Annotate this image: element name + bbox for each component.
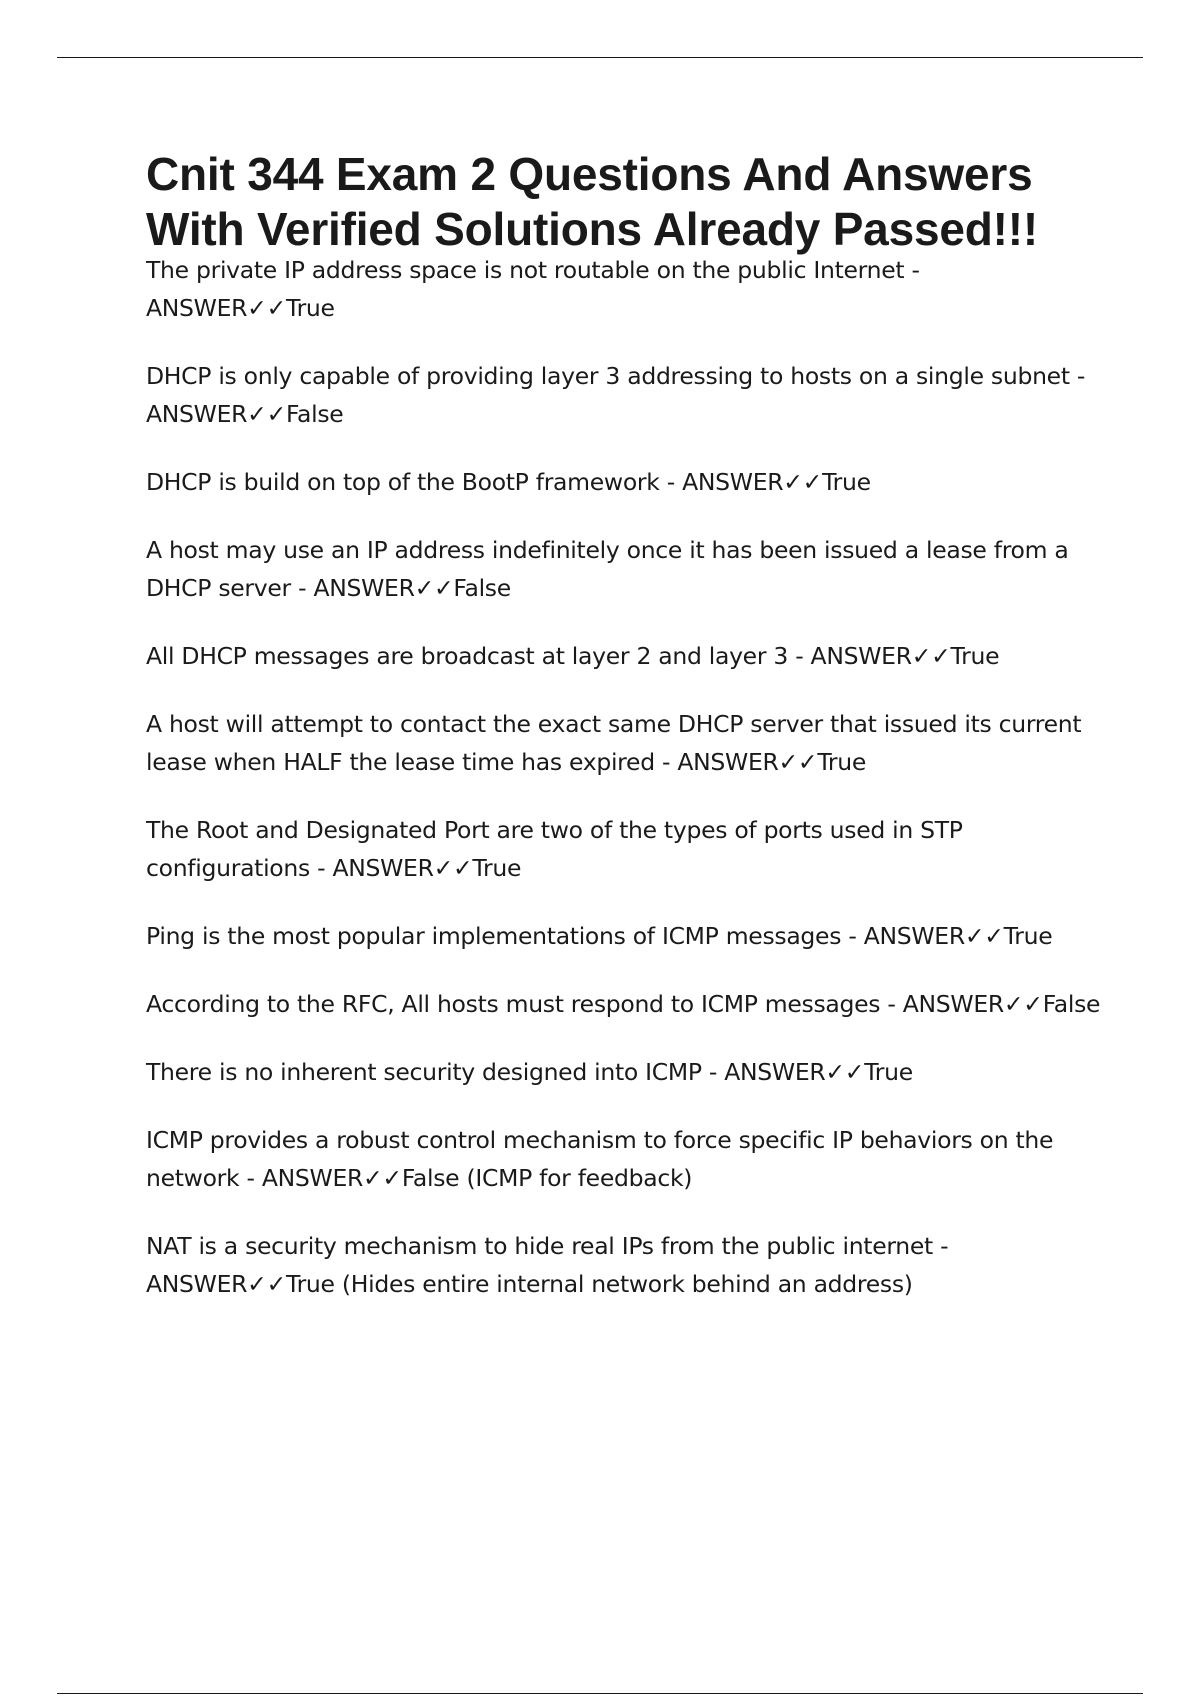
qa-item [146,1227,1106,1303]
question-text: Ping is the most popular implementations of ICMP messages - [146,922,857,950]
answer-text: False [453,574,511,602]
qa-item [146,811,1106,887]
question-text: DHCP is build on top of the BootP framework - [146,468,675,496]
answer-text: True [864,1058,913,1086]
answer-text: False (ICMP for feedback) [401,1164,693,1192]
qa-item [146,463,1106,501]
question-text: DHCP is only capable of providing layer 3 addressing to hosts on a single subnet - [146,362,1086,390]
qa-item [146,985,1106,1023]
question-text: The private IP address space is not routable on the public Internet - [146,256,920,284]
answer-marker: ANSWER✓✓ [261,1164,402,1192]
answer-marker: ANSWER✓✓ [677,748,818,776]
answer-text: True [817,748,867,776]
question-text: All DHCP messages are broadcast at layer 2 and layer 3 - [146,642,804,670]
qa-item [146,531,1106,607]
qa-item [146,1121,1106,1197]
answer-text: False [285,400,344,428]
question-text: There is no inherent security designed into ICMP - [146,1058,718,1086]
answer-marker: ANSWER✓✓ [863,922,1004,950]
question-text: According to the RFC, All hosts must respond to ICMP messages - [146,990,896,1018]
answer-marker: ANSWER✓✓ [724,1058,865,1086]
answer-text: True [472,854,522,882]
qa-list [146,251,1106,1303]
document-body [146,147,1106,1333]
qa-item [146,637,1106,675]
answer-marker: ANSWER✓✓ [146,400,286,428]
question-text: The Root and Designated Port are two of the types of ports used in STP configurations - [146,816,963,882]
answer-text: True [950,642,1000,670]
footer-rule [57,1693,1143,1694]
question-text: A host will attempt to contact the exact same DHCP server that issued its current lease when HALF the lease time has expired - [146,710,1082,776]
qa-item [146,251,1106,327]
answer-marker: ANSWER✓✓ [810,642,951,670]
answer-marker: ANSWER✓✓ [146,1270,286,1298]
answer-marker: ANSWER✓✓ [332,854,473,882]
question-text: A host may use an IP address indefinitely once it has been issued a lease from a DHCP server - [146,536,1069,602]
answer-marker: ANSWER✓✓ [313,574,454,602]
answer-marker: ANSWER✓✓ [682,468,823,496]
answer-text: True [1003,922,1053,950]
answer-text: True (Hides entire internal network behind an address) [285,1270,913,1298]
header-rule [57,57,1143,58]
qa-item [146,705,1106,781]
answer-marker: ANSWER✓✓ [902,990,1043,1018]
answer-text: False [1042,990,1101,1018]
qa-item [146,357,1106,433]
answer-marker: ANSWER✓✓ [146,294,286,322]
question-text: ICMP provides a robust control mechanism to force specific IP behaviors on the network - [146,1126,1054,1192]
question-text: NAT is a security mechanism to hide real IPs from the public internet - [146,1232,949,1260]
document-title: Cnit 344 Exam 2 Questions And Answers With Verified Solutions Already Passed!!! [146,148,1038,255]
qa-item [146,917,1106,955]
qa-item [146,1053,1106,1091]
answer-text: True [285,294,335,322]
answer-text: True [822,468,871,496]
